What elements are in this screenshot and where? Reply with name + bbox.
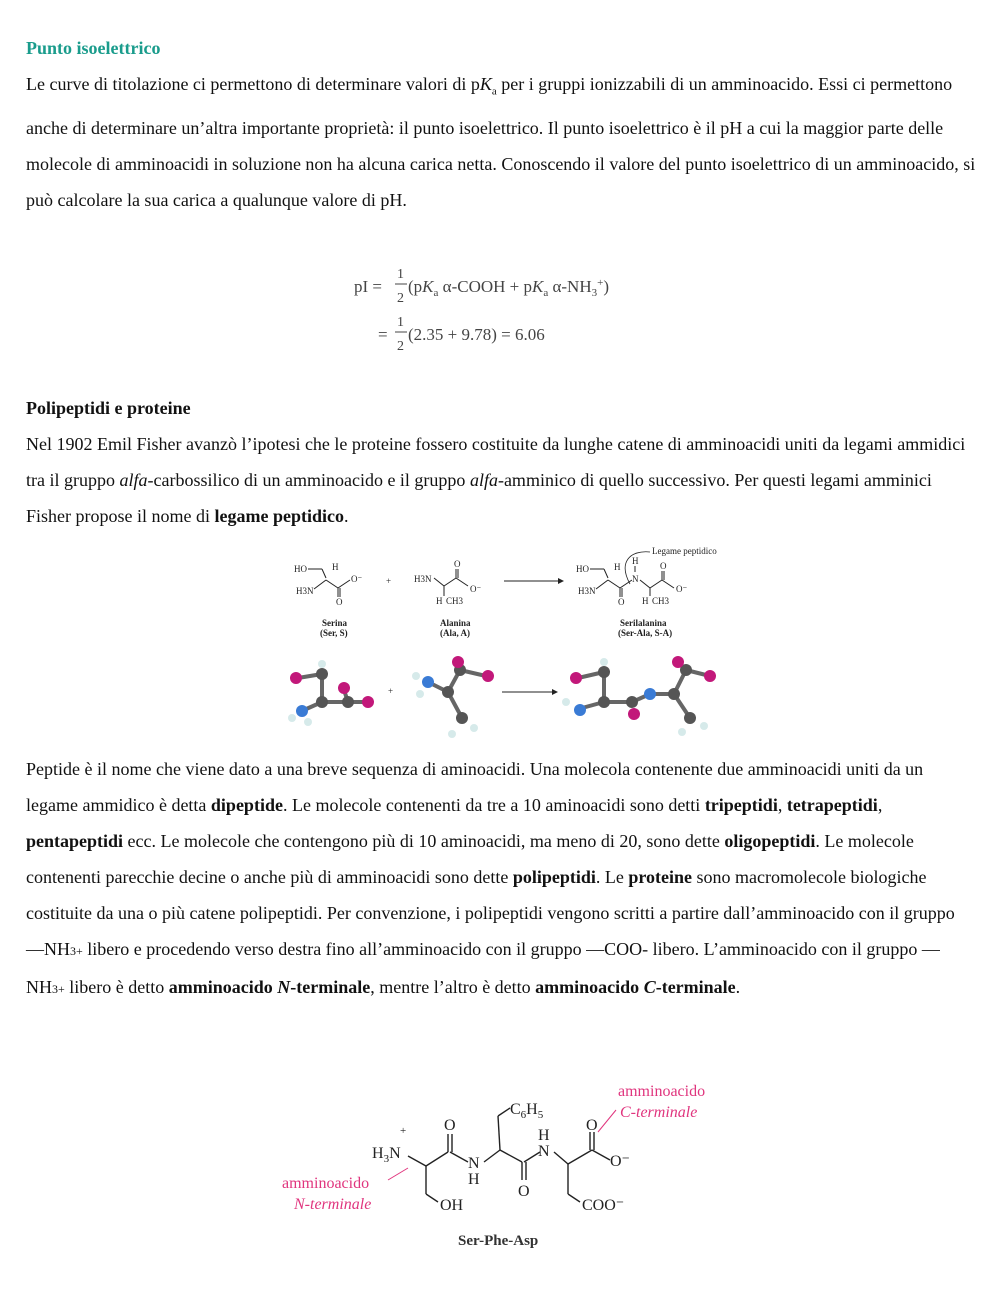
text-run: . Le molecole contenenti parecchie decine o anche più di amminoacidi sono dette	[26, 831, 914, 887]
c-terminal-label-1: amminoacido	[618, 1083, 706, 1100]
serine-structure	[294, 562, 362, 607]
oxygen-1: O	[444, 1117, 456, 1134]
text-run: , mentre l’altro è detto	[370, 977, 536, 997]
svg-text:O: O	[660, 561, 667, 571]
svg-text:H: H	[614, 562, 621, 572]
text-run: sono macromolecole biologiche costituite da una o più catene polipeptidi. Per convenzione, i polipeptidi vengono scritti a partire dall’amminoacido con il gruppo —NH	[26, 867, 955, 959]
text-run: -carbossilico di un amminoacido e il gruppo	[147, 470, 470, 490]
ser-phe-asp-figure	[270, 1076, 740, 1256]
text-run: Le curve di titolazione ci permettono di determinare valori di p	[26, 74, 480, 94]
isoelectric-equation	[340, 258, 670, 368]
text-run: .	[343, 506, 349, 526]
paragraph-isoelectric	[26, 66, 976, 218]
plus-sign-model: +	[388, 686, 394, 696]
label-serine-code: (Ser, S)	[320, 628, 348, 638]
text-run: tripeptidi	[704, 795, 778, 815]
text-run: 3+	[70, 944, 83, 958]
nitrogen-1: N	[468, 1155, 480, 1172]
figure-caption: Ser-Phe-Asp	[458, 1233, 539, 1249]
text-run: oligopeptidi	[724, 831, 816, 851]
equation-line-2: (2.35 + 9.78) = 6.06	[408, 325, 545, 344]
svg-text:O⁻: O⁻	[470, 584, 482, 594]
equation-fraction-numerator-2: 1	[397, 315, 404, 330]
svg-text:CH3: CH3	[446, 596, 464, 606]
text-run: pentapeptidi	[26, 831, 124, 851]
backbone-bonds	[408, 1108, 610, 1202]
text-run: Nel 1902 Emil Fisher avanzò l’ipotesi che le proteine fossero costituite da lunghe catene di amminoacidi uniti da legami ammidici tra il gruppo	[26, 434, 966, 490]
alanine-structure	[414, 559, 481, 606]
text-run: polipeptidi	[512, 867, 596, 887]
text-run: . Le molecole contenenti da tre a 10 aminoacidi sono detti	[282, 795, 705, 815]
svg-text:H: H	[642, 596, 649, 606]
label-serine: Serina	[322, 618, 348, 628]
paragraph-fisher	[26, 426, 976, 534]
svg-text:HO: HO	[294, 564, 307, 574]
text-run: libero è detto	[64, 977, 169, 997]
text-run: tetrapeptidi	[786, 795, 878, 815]
serylalanine-structure	[576, 546, 717, 607]
paragraph-peptides	[26, 751, 976, 1007]
svg-text:O⁻: O⁻	[351, 574, 363, 584]
equation-lhs: pI =	[354, 277, 382, 296]
label-serylalanine: Serilalanina	[620, 618, 667, 628]
text-run: .	[735, 977, 741, 997]
text-run: alfa	[469, 470, 498, 490]
text-run: a	[491, 85, 497, 98]
text-run: -amminico di quello successivo. Per questi legami amminici Fisher propose il nome di	[26, 470, 932, 526]
equation-line-1: ($pK_a$ α-COOH + $pK_a$ $\alpha-NH_3^+$)	[408, 277, 609, 299]
carboxylate-o: O⁻	[610, 1153, 630, 1170]
equation-fraction-numerator: 1	[397, 267, 404, 282]
plus-sign: +	[386, 576, 392, 586]
nitrogen-2: N	[538, 1143, 550, 1160]
text-run: dipeptide	[210, 795, 283, 815]
h3n-group: $H_3N$	[372, 1145, 401, 1165]
text-run: ,	[777, 795, 787, 815]
label-alanine-code: (Ala, A)	[440, 628, 470, 638]
text-run: amminoacido N-terminale	[168, 977, 371, 997]
c6h5-group: $C_6H_5$	[510, 1101, 544, 1121]
oxygen-3: O	[586, 1117, 598, 1134]
text-run: ecc. Le molecole che contengono più di 10 aminoacidi, ma meno di 20, sono dette	[123, 831, 725, 851]
text-run: per i gruppi ionizzabili di un amminoacido. Essi ci permettono anche di determinare un’altra importante proprietà: il punto isoelettrico. Il punto isoelettrico è il pH a cui la maggior parte delle molecole di amminoacidi in soluzione non ha alcuna carica netta. Conoscendo il valore del punto isoelettrico di un amminoacido, si può calcolare la sua carica a qualunque valore di pH.	[26, 74, 976, 210]
peptide-bond-figure	[278, 542, 738, 748]
section-title-polypeptides: Polipeptidi e proteine	[26, 398, 191, 418]
equation-fraction-denominator-2: 2	[397, 339, 404, 354]
text-run: amminoacido C-terminale	[535, 977, 736, 997]
text-run: . Le	[595, 867, 629, 887]
svg-text:O: O	[618, 597, 625, 607]
section-title-isoelectric: Punto isoelettrico	[26, 38, 161, 58]
svg-text:H: H	[332, 562, 339, 572]
svg-text:H: H	[436, 596, 443, 606]
svg-text:O: O	[336, 597, 343, 607]
svg-text:H3N: H3N	[414, 574, 432, 584]
svg-text:CH3: CH3	[652, 596, 670, 606]
c-terminal-label-2: C-terminale	[620, 1104, 698, 1121]
text-run: 3+	[52, 982, 65, 996]
svg-text:O⁻: O⁻	[676, 584, 688, 594]
document-page	[26, 30, 976, 218]
svg-text:H3N: H3N	[296, 586, 314, 596]
svg-text:O: O	[454, 559, 461, 569]
equation-fraction-denominator: 2	[397, 291, 404, 306]
label-serylalanine-code: (Ser-Ala, S-A)	[618, 628, 673, 638]
equation-equals: =	[378, 325, 388, 344]
text-run: alfa	[119, 470, 148, 490]
text-run: ,	[877, 795, 883, 815]
text-run: K	[479, 74, 492, 94]
label-alanine: Alanina	[440, 618, 471, 628]
side-chain-carboxylate: COO⁻	[582, 1197, 625, 1214]
oxygen-2: O	[518, 1183, 530, 1200]
hydroxyl-group: OH	[440, 1197, 464, 1214]
section-polypeptides	[26, 390, 976, 534]
text-run: proteine	[628, 867, 692, 887]
svg-text:H: H	[632, 556, 639, 566]
n-terminal-label-2: N-terminale	[294, 1196, 372, 1213]
peptide-bond-label: Legame peptidico	[652, 546, 717, 556]
svg-text:H3N: H3N	[578, 586, 596, 596]
svg-text:HO: HO	[576, 564, 589, 574]
text-run: Peptide è il nome che viene dato a una breve sequenza di aminoacidi. Una molecola contenente due amminoacidi uniti da un legame ammidico è detta	[26, 759, 924, 815]
n-terminal-label-1: amminoacido	[282, 1175, 370, 1192]
svg-text:N: N	[632, 574, 639, 584]
atoms	[288, 656, 716, 738]
text-run: libero e procedendo verso destra fino all’amminoacido con il gruppo —COO- libero. L’amminoacido con il gruppo —NH	[26, 939, 940, 997]
plus-charge: +	[400, 1125, 407, 1137]
hydrogen-2: H	[538, 1127, 550, 1144]
section-peptides	[26, 751, 976, 1007]
text-run: legame peptidico	[214, 506, 344, 526]
hydrogen-1: H	[468, 1171, 480, 1188]
